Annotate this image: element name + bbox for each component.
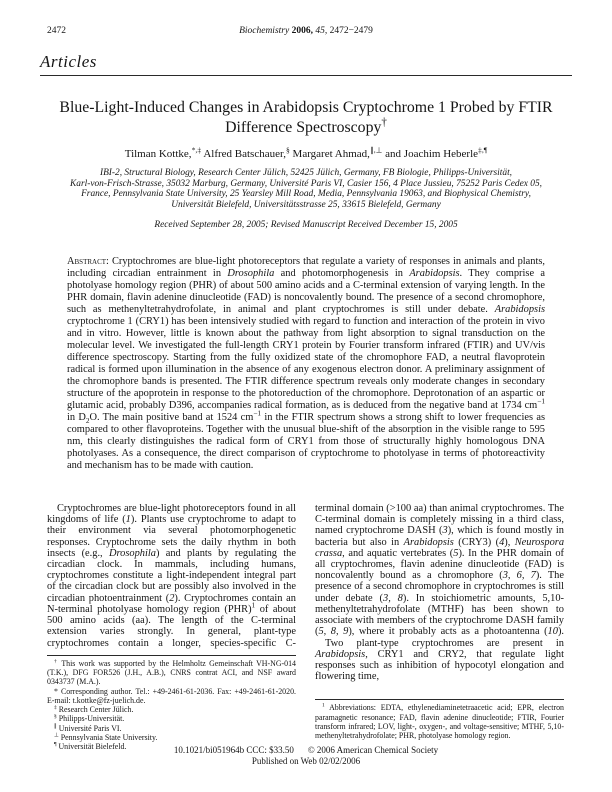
journal-citation: Biochemistry 2006, 45, 2472−2479 xyxy=(239,26,373,36)
body-column-right xyxy=(315,503,564,752)
footnote-affiliation-pennstate: ⊥ Pennsylvania State University. xyxy=(54,732,158,743)
article-title-line1: Blue-Light-Induced Changes in Arabidopsis Cryptochrome 1 Probed by FTIR xyxy=(59,99,553,116)
footnote-corresponding-author: * Corresponding author. Tel.: +49-2461-61-2036. Fax: +49-2461-61-2020. E-mail: t.kottke@fz-juelich.de. xyxy=(47,686,296,705)
footer-published-line: Published on Web 02/02/2006 xyxy=(251,756,361,766)
article-title-line2: Difference Spectroscopy† xyxy=(225,116,387,137)
footnote-abbreviations: $^1$ Abbreviations: EDTA, ethylenediaminetetraacetic acid; EPR, electron paramagnetic resonance; FAD, flavin adenine dinucleotide; FTIR, Fourier transform infrared; LOV, light-, oxygen-, and voltage-sensitive; MTHF, 5,10-methenyltetrahydrofolate; PHR, photolyase homology region. xyxy=(315,702,564,741)
footnote-affiliation-bielefeld: ¶ Universität Bielefeld. xyxy=(54,741,127,752)
articles-heading-row xyxy=(40,52,572,76)
abstract xyxy=(67,256,545,472)
footnote-affiliation-philipps: § Philipps-Universität. xyxy=(54,713,125,724)
page-footer xyxy=(0,745,612,767)
footer-doi-line xyxy=(0,745,612,756)
affiliation-line: France, Pennsylvania State University, 25 Yearsley Mill Road, Media, Pennsylvania 19063, and Biophysical Chemistry, xyxy=(81,189,531,200)
abstract-label: Abstract: xyxy=(67,256,109,268)
footnote-funding: † This work was supported by the Helmholtz Gemeinschaft VH-NG-014 (T.K.), DFG FOR526 (J.H., A.B.), CNRS contrat ACI, and NSF award 0343737 (M.A.). xyxy=(47,658,296,687)
authors-line: Tilman Kottke,*,‡ Alfred Batschauer,§ Margaret Ahmad,∥,⊥ and Joachim Heberle‡,¶ xyxy=(124,145,488,161)
affiliation-line: Karl-von-Frisch-Strasse, 35032 Marburg, Germany, Université Paris VI, Casier 156, 4 Place Jussieu, 75252 Paris Cedex 05, xyxy=(70,178,542,189)
running-head xyxy=(47,26,565,36)
body-columns xyxy=(47,503,565,752)
body-column-left xyxy=(47,503,296,752)
abbreviations-footnote-block xyxy=(315,699,564,740)
footer-doi-ccc: 10.1021/bi051964b CCC: $33.50 xyxy=(173,745,294,755)
title-footnotes-block xyxy=(47,655,296,752)
affiliations-block xyxy=(30,168,582,210)
article-title xyxy=(40,98,572,138)
paragraph-intro-continued: terminal domain (>100 aa) than animal cryptochromes. The C-terminal domain is completely missing in a third class, named cryptochrome DASH (3), which is found mostly in bacteria but also in Arabidopsis (CRY3) (4), Neurospora crassa, and aquatic vertebrates (5). In the PHR domain of all cryptochromes, flavin adenine dinucleotide (FAD) is noncovalently bound as a chromophore (3, 6, 7). The presence of a second chromophore in cryptochromes is still under debate (3, 8). In stoichiometric amounts, 5,10-methenyltetrahydrofolate (MTHF) has been shown to associate with members of the cryptochrome DASH family (5, 8, 9), where it probably acts as a photoantenna (10). xyxy=(315,503,565,638)
affiliation-line: IBI-2, Structural Biology, Research Center Jülich, 52425 Jülich, Germany, FB Biologie, Philipps-Universität, xyxy=(99,168,513,179)
received-dates: Received September 28, 2005; Revised Manuscript Received December 15, 2005 xyxy=(154,220,458,231)
abstract-text: Cryptochromes are blue-light photoreceptors that regulate a variety of responses in animals and plants, including circadian entrainment in Drosophila and photomorphogenesis in Arabidopsis. They comprise a photolyase homology region (PHR) of about 500 amino acids and a C-terminal extension of varying length. In the PHR domain, flavin adenine dinucleotide (FAD) is noncovalently bound. The presence of a second chromophore, such as methenyltetrahydrofolate, in animal and plant cryptochromes is still under debate. Arabidopsis cryptochrome 1 (CRY1) has been intensively studied with regard to function and interaction of the protein in vivo and in vitro. However, little is known about the pathway from light absorption to signal transduction on the molecular level. We investigated the full-length CRY1 protein by Fourier transform infrared (FTIR) and UV/vis difference spectroscopy. Starting from the fully oxidized state of the chromophore FAD, a neutral flavoprotein radical is formed upon illumination in the absence of any exogenous electron donor. A preliminary assignment of the chromophore bands is presented. The FTIR difference spectrum reveals only moderate changes in secondary structure of the apoprotein in response to the photoreduction of the chromophore. Deprotonation of an aspartic or glutamic acid, probably D396, accompanies radical formation, as is deduced from the negative band at 1734 $cm^{-1}$ in $D_2O$. The main positive band at 1524 $cm^{-1}$ in the FTIR spectrum shows a strong shift to lower frequencies as compared to other flavoproteins. Together with the unusual blue-shift of the absorption in the visible range to 595 nm, this clearly distinguishes the radical form of CRY1 from those of structurally highly homologous DNA photolyases. As a consequence, the direct comparison of cryptochrome to photolyase in terms of photoreactivity and mechanism has to be made with caution. xyxy=(67,256,545,472)
affiliation-line: Universität Bielefeld, Universitätsstrasse 25, 33615 Bielefeld, Germany xyxy=(171,199,441,210)
footer-copyright: © 2006 American Chemical Society xyxy=(307,745,439,755)
page-number: 2472 xyxy=(47,26,66,36)
paragraph-two-cryptochromes: Two plant-type cryptochromes are present in Arabidopsis, CRY1 and CRY2, that regulate light responses such as inhibition of hypocotyl elongation and flowering time, xyxy=(315,637,564,683)
footnote-affiliation-juelich: ‡ Research Center Jülich. xyxy=(54,704,134,715)
footnote-affiliation-paris: ∥ Université Paris VI. xyxy=(54,723,122,733)
paragraph-intro: Cryptochromes are blue-light photoreceptors found in all kingdoms of life (1). Plants use cryptochrome to adapt to their environment via several photomorphogenetic responses. Cryptochrome sets the daily rhythm in both insects (e.g., Drosophila) and plants by regulating the circadian clock. In mammals, including humans, cryptochromes constitute a light-independent integral part of the circadian clock but are possibly also involved in the circadian photoentrainment (2). Cryptochromes contain an N-terminal photolyase homology region (PHR)$^1$ of about 500 amino acids (aa). The length of the C-terminal extension varies strongly. In general, plant-type cryptochromes contain a longer, species-specific C- xyxy=(47,503,296,649)
section-label-articles: Articles xyxy=(40,52,97,71)
